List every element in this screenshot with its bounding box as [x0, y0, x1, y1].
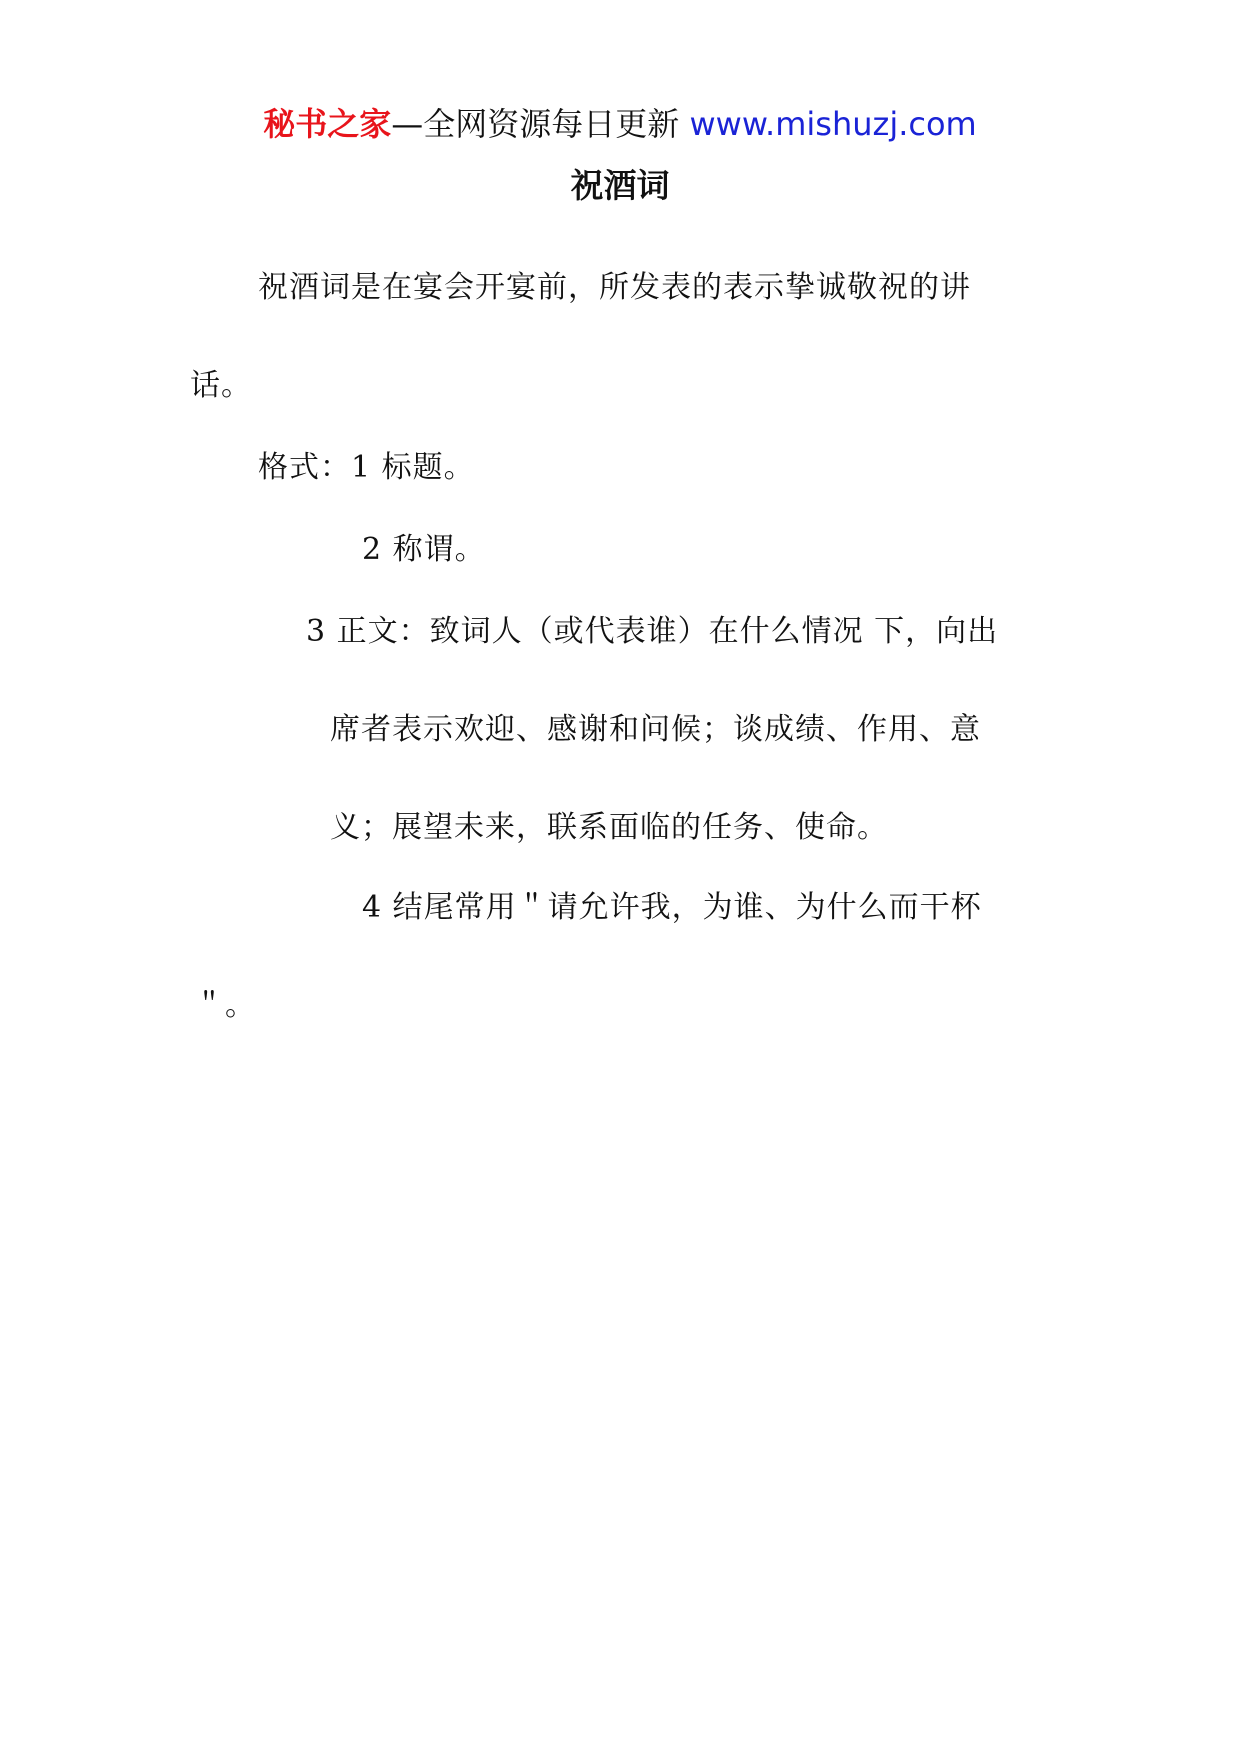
header-dash: —	[391, 105, 424, 143]
format-line-title: 格式：1 标题。	[258, 450, 475, 485]
site-brand: 秘书之家	[263, 105, 392, 143]
format-line-body-3: 义；展望未来，联系面临的任务、使命。	[330, 810, 888, 845]
format-line-body-2: 席者表示欢迎、感谢和问候；谈成绩、作用、意	[330, 712, 981, 747]
format-line-salutation: 2 称谓。	[362, 532, 486, 567]
site-url-link[interactable]: www.mishuzj.com	[689, 105, 977, 143]
body-line-1: 祝酒词是在宴会开宴前，所发表的表示挚诚敬祝的讲	[258, 270, 971, 305]
site-tagline: 全网资源每日更新	[423, 105, 680, 143]
format-line-ending-1: 4 结尾常用＂请允许我，为谁、为什么而干杯	[362, 890, 982, 925]
format-line-body-1: 3 正文：致词人（或代表谁）在什么情况 下，向出	[306, 614, 999, 649]
format-line-ending-2: ＂。	[194, 988, 256, 1023]
body-line-2: 话。	[190, 368, 252, 403]
document-title: 祝酒词	[570, 166, 670, 205]
site-header	[0, 98, 1240, 150]
